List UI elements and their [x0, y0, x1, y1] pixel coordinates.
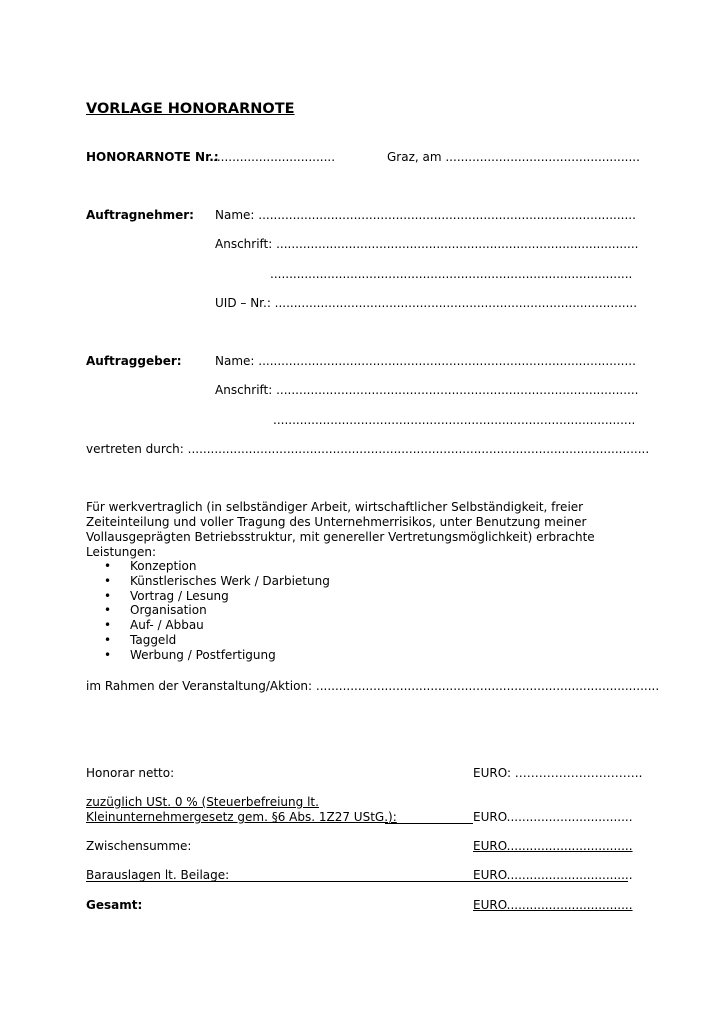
- bullet-icon: •: [104, 588, 112, 603]
- auftragnehmer-name-field[interactable]: Name: ...................................................................................................: [215, 208, 636, 222]
- service-label: Werbung / Postfertigung: [130, 647, 276, 662]
- list-item: [104, 574, 330, 589]
- bullet-icon: •: [104, 603, 112, 618]
- ust-field[interactable]: EURO.................................: [473, 810, 633, 824]
- bullet-icon: •: [104, 632, 112, 647]
- gesamt-label: Gesamt:: [86, 898, 143, 912]
- honorar-netto-label: Honorar netto:: [86, 766, 175, 780]
- ust-label-line2: Kleinunternehmergesetz gem. §6 Abs. 1Z27 UStG.):: [86, 810, 397, 824]
- service-label: Vortrag / Lesung: [130, 588, 229, 603]
- auftraggeber-name-field[interactable]: Name: ...................................................................................................: [215, 354, 636, 368]
- services-list: [104, 559, 330, 663]
- list-item: [104, 603, 330, 618]
- list-item: [104, 589, 330, 604]
- gesamt-field[interactable]: EURO.................................: [473, 898, 633, 912]
- auftraggeber-anschrift-field[interactable]: Anschrift: ...............................................................................................: [215, 383, 639, 397]
- service-label: Konzeption: [130, 559, 197, 573]
- service-label: Taggeld: [130, 632, 177, 647]
- zwischensumme-field[interactable]: EURO.................................: [473, 839, 633, 853]
- services-intro-paragraph: Für werkvertraglich (in selbständiger Arbeit, wirtschaftlicher Selbständigkeit, freier Zeiteinteilung und voller Tragung des Unternehmerrisikos, unter Benutzung meiner Vollausgeprägten Betriebsstruktur, mit genereller Vertretungsmöglichkeit) erbrachte Leistungen:: [86, 500, 595, 559]
- service-label: Auf- / Abbau: [130, 618, 204, 633]
- auftraggeber-label: Auftraggeber:: [86, 354, 182, 368]
- honorarnote-nr-field[interactable]: ................................: [213, 150, 336, 164]
- list-item: [104, 633, 330, 648]
- barauslagen-label: Barauslagen lt. Beilage:: [86, 868, 230, 882]
- service-label: Organisation: [130, 603, 207, 618]
- auftragnehmer-label: Auftragnehmer:: [86, 208, 194, 222]
- bullet-icon: •: [104, 647, 112, 662]
- event-field[interactable]: im Rahmen der Veranstaltung/Aktion: ..........................................................................................: [86, 679, 660, 693]
- bullet-icon: •: [104, 559, 112, 573]
- auftragnehmer-anschrift2-field[interactable]: ...............................................................................................: [270, 267, 633, 281]
- zwischensumme-label: Zwischensumme:: [86, 839, 192, 853]
- document-title: VORLAGE HONORARNOTE: [86, 101, 295, 117]
- auftragnehmer-anschrift-field[interactable]: Anschrift: ...............................................................................................: [215, 237, 639, 251]
- vertreten-durch-field[interactable]: vertreten durch: .........................................................................................................................: [86, 442, 650, 456]
- bullet-icon: •: [104, 573, 112, 588]
- ust-label-line1: zuzüglich USt. 0 % (Steuerbefreiung lt.: [86, 795, 319, 809]
- honorar-netto-field[interactable]: EURO: …………………………..: [473, 766, 643, 780]
- honorarnote-nr-label: HONORARNOTE Nr.:: [86, 150, 219, 164]
- ust-underline: [385, 823, 473, 824]
- list-item: [104, 559, 330, 574]
- auftraggeber-anschrift2-field[interactable]: ...............................................................................................: [273, 413, 636, 427]
- barauslagen-field[interactable]: EURO.................................: [473, 868, 633, 882]
- bullet-icon: •: [104, 618, 112, 633]
- service-label: Künstlerisches Werk / Darbietung: [130, 573, 330, 588]
- place-date-field[interactable]: Graz, am ...................................................: [387, 150, 640, 164]
- list-item: [104, 618, 330, 633]
- list-item: [104, 648, 330, 663]
- auftragnehmer-uid-field[interactable]: UID – Nr.: ...............................................................................................: [215, 296, 638, 310]
